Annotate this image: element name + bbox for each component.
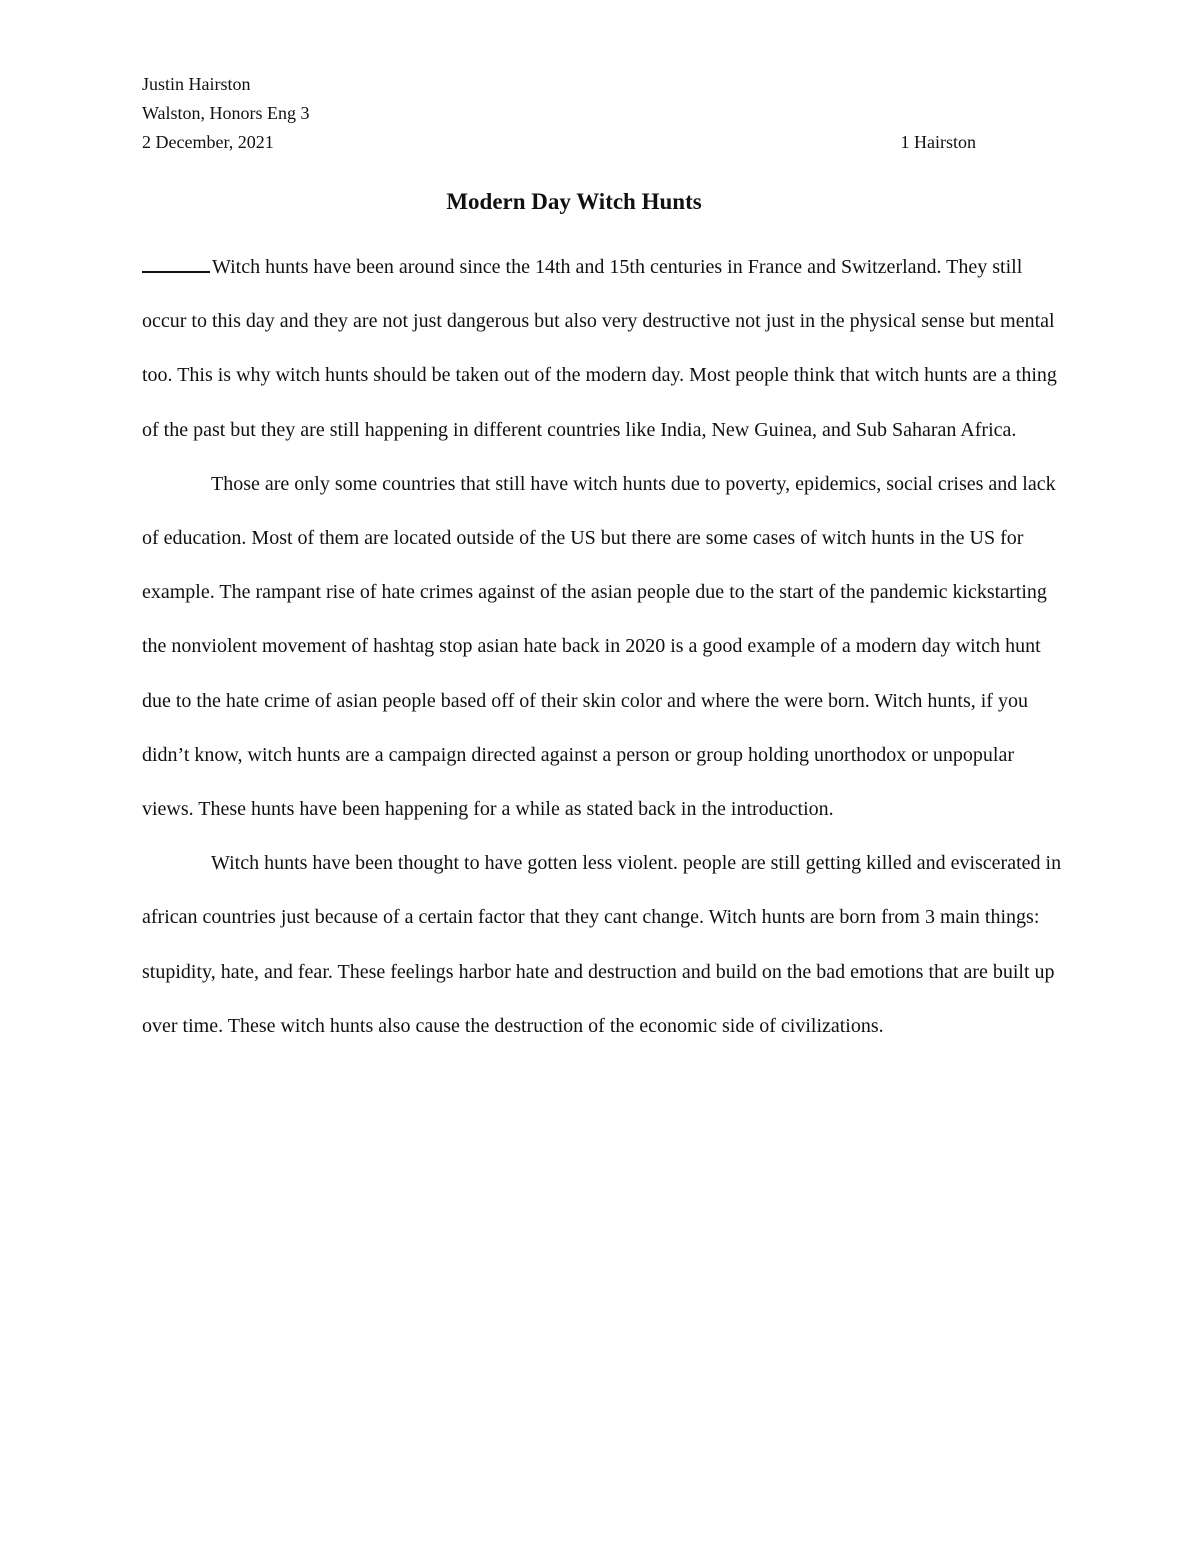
page-number-header: 1 Hairston bbox=[900, 132, 976, 152]
author-name: Justin Hairston bbox=[142, 74, 251, 94]
paragraph-2: Those are only some countries that still have witch hunts due to poverty, epidemics, social crises and lack of education. Most of them are located outside of the US but there are some cases of witch hunts in the US for example. The rampant rise of hate crimes against of the asian people due to the start of the pandemic kickstarting the nonviolent movement of hashtag stop asian hate back in 2020 is a good example of a modern day witch hunt due to the hate crime of asian people based off of their skin color and where the were born. Witch hunts, if you didn’t know, witch hunts are a campaign directed against a person or group holding unorthodox or unpopular views. These hunts have been happening for a while as stated back in the introduction. bbox=[142, 472, 1056, 821]
paragraph-3: Witch hunts have been thought to have gotten less violent. people are still getting killed and eviscerated in african countries just because of a certain factor that they cant change. Witch hunts are born from 3 main things: stupidity, hate, and fear. These feelings harbor hate and destruction and build on the bad emotions that are built up over time. These witch hunts also cause the destruction of the economic side of civilizations. bbox=[142, 852, 1062, 1037]
date-line: 2 December, 2021 bbox=[142, 132, 274, 152]
essay-body bbox=[142, 240, 1062, 1053]
paragraph-1: Witch hunts have been around since the 14th and 15th centuries in France and Switzerland. They still occur to this day and they are not just dangerous but also very destructive not just in the physical sense but mental too. This is why witch hunts should be taken out of the modern day. Most people think that witch hunts are a thing of the past but they are still happening in different countries like India, New Guinea, and Sub Saharan Africa. bbox=[142, 256, 1057, 441]
document-title: Modern Day Witch Hunts bbox=[446, 189, 702, 214]
teacher-class: Walston, Honors Eng 3 bbox=[142, 103, 310, 123]
indent-underline bbox=[142, 255, 210, 273]
paragraph-1-block bbox=[142, 240, 1062, 457]
